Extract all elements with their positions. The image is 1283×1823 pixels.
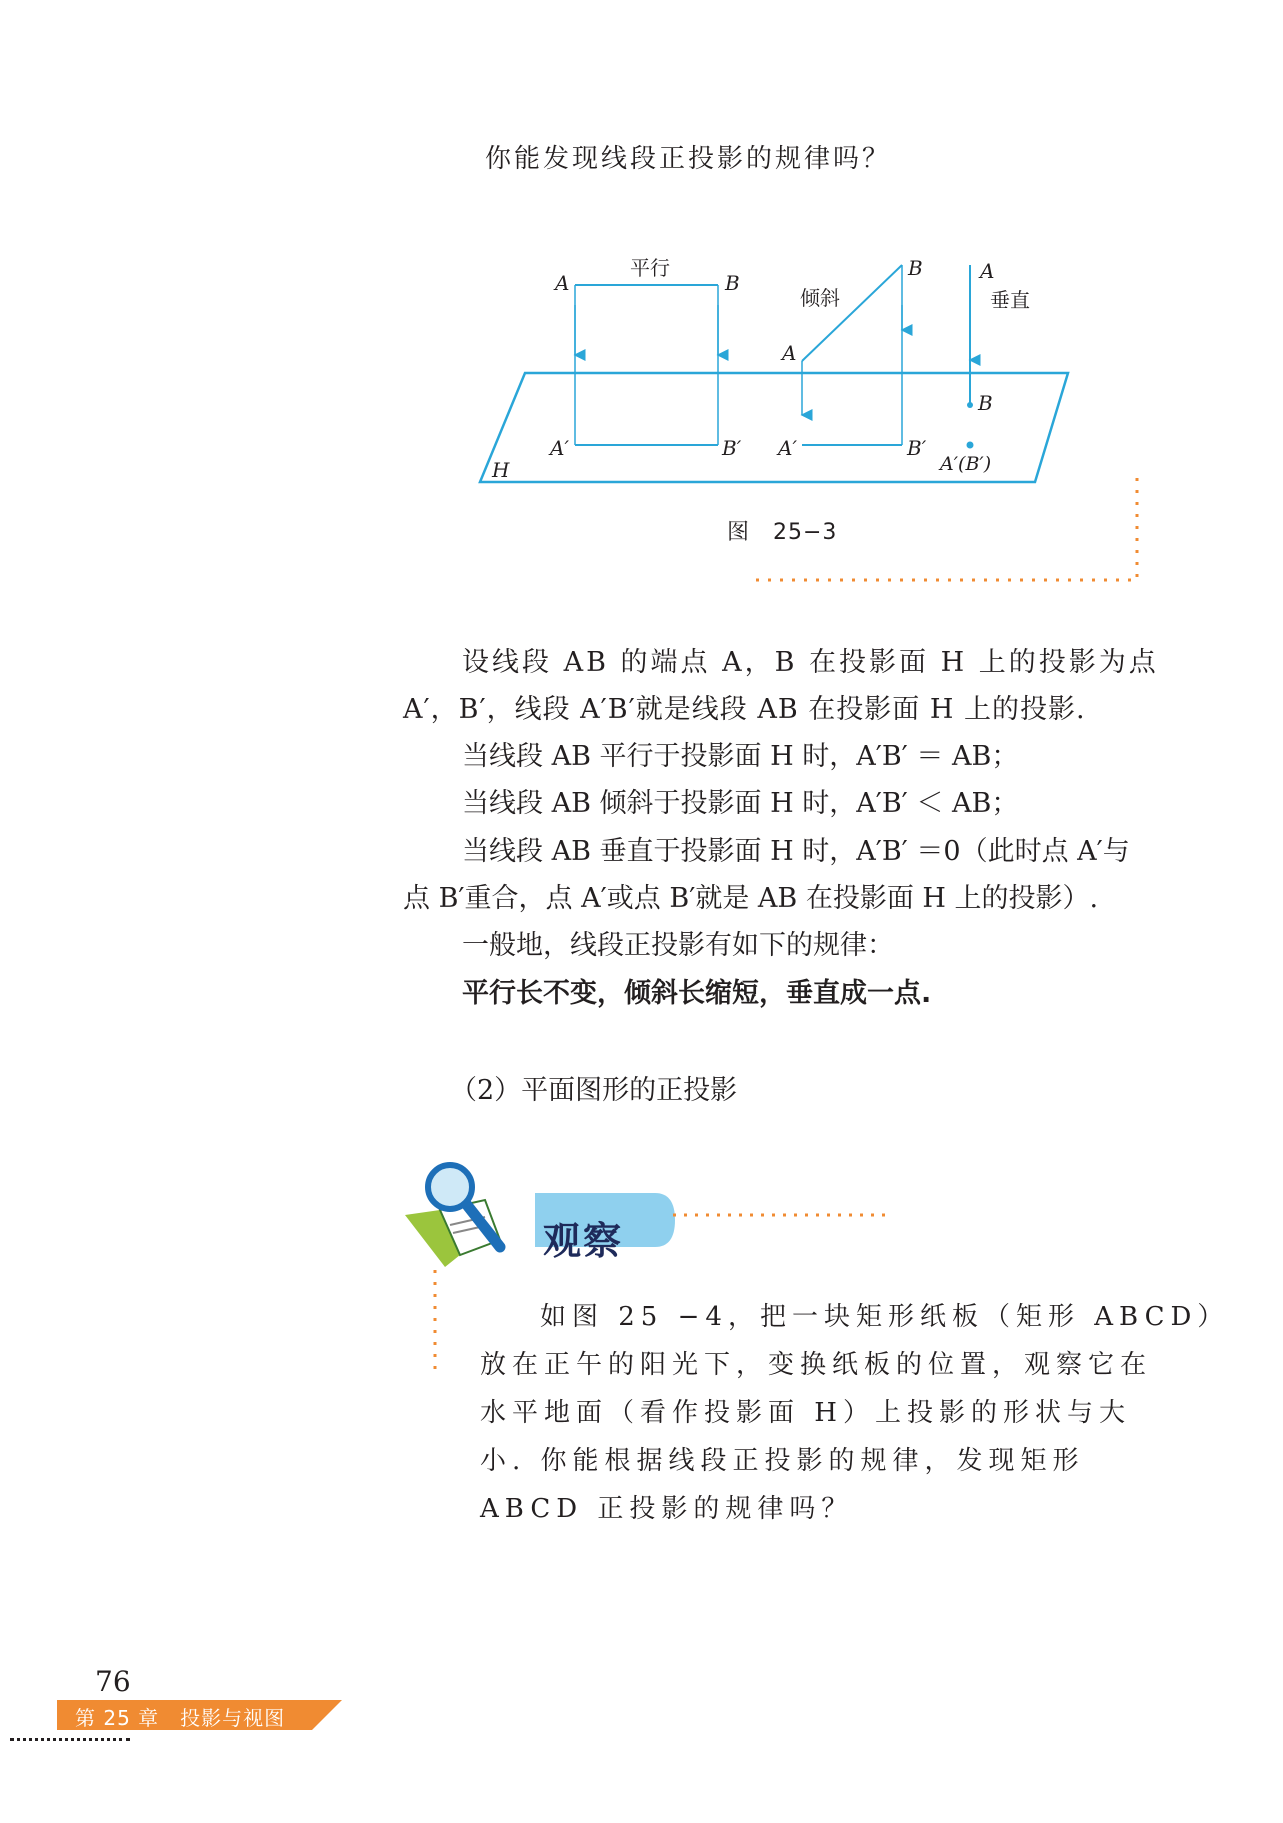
label-h: H <box>492 458 510 482</box>
label-a3: A <box>980 259 995 283</box>
observe-line-2: 放在正午的阳光下，变换纸板的位置，观察它在 <box>480 1350 1153 1380</box>
label-oblique: 倾斜 <box>800 286 840 310</box>
paragraph-1: 设线段 AB 的端点 A，B 在投影面 H 上的投影为点 <box>462 647 1159 678</box>
rule-statement: 平行长不变，倾斜长缩短，垂直成一点. <box>462 978 932 1009</box>
paragraph-5: 当线段 AB 垂直于投影面 H 时，A′B′ ＝0（此时点 A′与 <box>462 836 1130 867</box>
label-b3: B <box>978 391 993 415</box>
label-a2: A <box>782 341 797 365</box>
label-b2-prime: B′ <box>907 436 927 460</box>
label-a1: A <box>555 271 570 295</box>
footer-dots <box>10 1738 130 1741</box>
paragraph-2: A′，B′，线段 A′B′就是线段 AB 在投影面 H 上的投影. <box>403 694 1086 725</box>
label-a1-prime: A′ <box>550 436 569 460</box>
label-parallel: 平行 <box>630 256 670 280</box>
observe-banner <box>405 1155 895 1275</box>
observe-title: 观察 <box>543 1219 624 1263</box>
figure-caption: 图 25−3 <box>727 520 838 545</box>
label-a3-b3-prime: A′(B′) <box>940 453 992 475</box>
paragraph-6: 点 B′重合，点 A′或点 B′就是 AB 在投影面 H 上的投影）. <box>403 883 1099 914</box>
observe-line-5: ABCD 正投影的规律吗？ <box>480 1494 854 1524</box>
magnifier-icon <box>405 1165 500 1267</box>
page-number: 76 <box>95 1665 131 1698</box>
paragraph-3: 当线段 AB 平行于投影面 H 时，A′B′ ＝ AB； <box>462 741 1019 772</box>
segment-ab-oblique <box>802 265 902 361</box>
paragraph-7: 一般地，线段正投影有如下的规律： <box>462 930 894 961</box>
paragraph-4: 当线段 AB 倾斜于投影面 H 时，A′B′ ＜ AB； <box>462 788 1019 819</box>
intro-question: 你能发现线段正投影的规律吗？ <box>485 144 892 174</box>
projection-figure <box>470 245 1090 495</box>
label-b1: B <box>725 271 740 295</box>
observe-line-1: 如图 25 −4，把一块矩形纸板（矩形 ABCD） <box>540 1302 1230 1332</box>
point-a-prime-b-prime <box>967 442 974 449</box>
observe-side-dots <box>430 1270 440 1380</box>
observe-line-3: 水平地面（看作投影面 H）上投影的形状与大 <box>480 1398 1131 1428</box>
label-b1-prime: B′ <box>722 436 742 460</box>
label-a2-prime: A′ <box>778 436 797 460</box>
label-vertical: 垂直 <box>990 288 1030 312</box>
section-heading: （2）平面图形的正投影 <box>450 1075 738 1106</box>
chapter-label: 第 25 章 投影与视图 <box>75 1706 286 1730</box>
observe-line-4: 小. 你能根据线段正投影的规律，发现矩形 <box>480 1446 1085 1476</box>
label-b2: B <box>908 256 923 280</box>
